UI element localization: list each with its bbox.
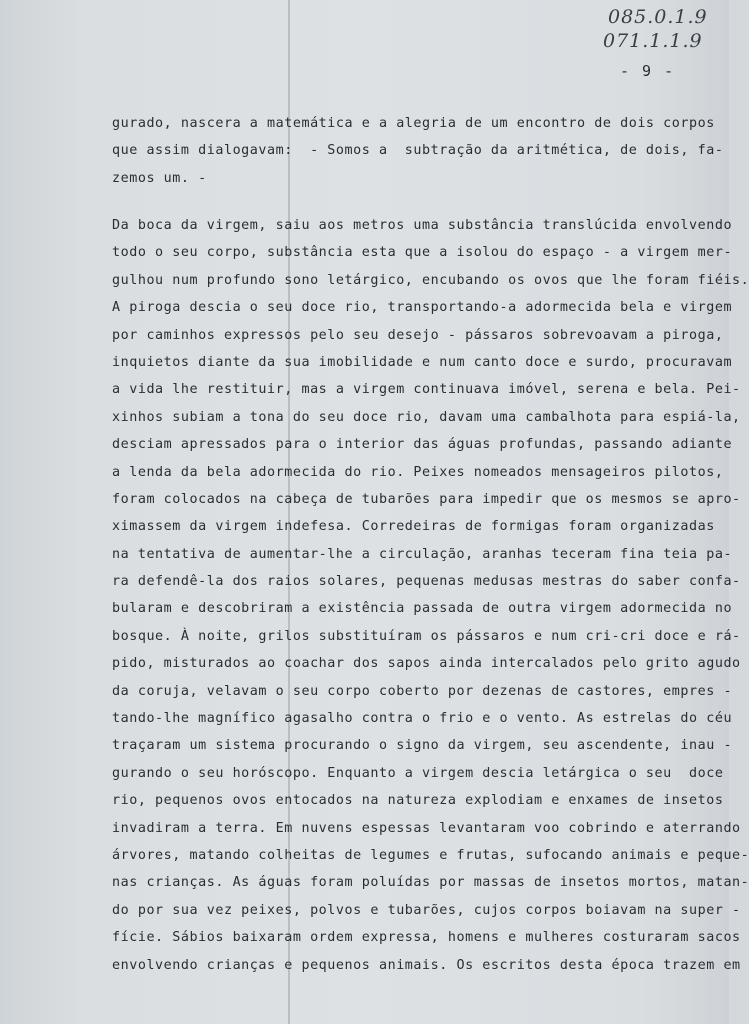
- text-line: nas crianças. As águas foram poluídas por massas de insetos mortos, matan-: [112, 875, 749, 891]
- text-line: tando-lhe magnífico agasalho contra o frio e o vento. As estrelas do céu: [112, 711, 733, 727]
- text-line: fície. Sábios baixaram ordem expressa, homens e mulheres costuraram sacos: [112, 930, 741, 946]
- text-line: na tentativa de aumentar-lhe a circulação, aranhas teceram fina teia pa-: [112, 546, 733, 562]
- paragraph-2: [112, 212, 749, 979]
- text-line: A piroga descia o seu doce rio, transportando-a adormecida bela e virgem: [112, 300, 733, 316]
- text-line: xinhos subiam a tona do seu doce rio, davam uma cambalhota para espiá-la,: [112, 409, 741, 425]
- text-line: inquietos diante da sua imobilidade e num canto doce e surdo, procuravam: [112, 354, 733, 370]
- text-line: envolvendo crianças e pequenos animais. Os escritos desta época trazem em: [112, 957, 741, 973]
- text-line: árvores, matando colheitas de legumes e frutas, sufocando animais e peque-: [112, 847, 749, 863]
- text-line: zemos um. -: [112, 170, 207, 186]
- paragraph-1: [112, 110, 724, 192]
- text-line: bosque. À noite, grilos substituíram os pássaros e num cri-cri doce e rá-: [112, 628, 741, 644]
- text-line: do por sua vez peixes, polvos e tubarões, cujos corpos boiavam na super -: [112, 902, 741, 918]
- text-line: a vida lhe restituir, mas a virgem continuava imóvel, serena e bela. Pei-: [112, 382, 741, 398]
- text-line: por caminhos expressos pelo seu desejo - pássaros sobrevoavam a piroga,: [112, 327, 724, 343]
- archive-code-2: 071.1.1.9: [603, 30, 703, 52]
- text-line: foram colocados na cabeça de tubarões para impedir que os mesmos se apro-: [112, 491, 741, 507]
- text-line: Da boca da virgem, saiu aos metros uma substância translúcida envolvendo: [112, 218, 733, 233]
- text-line: ra defendê-la dos raios solares, pequenas medusas mestras do saber confa-: [112, 574, 741, 590]
- text-line: que assim dialogavam: - Somos a subtração da aritmética, de dois, fa-: [112, 143, 724, 159]
- page-number: - 9 -: [620, 62, 676, 80]
- text-line: rio, pequenos ovos entocados na natureza explodiam e enxames de insetos: [112, 793, 724, 809]
- text-line: traçaram um sistema procurando o signo da virgem, seu ascendente, inau -: [112, 738, 733, 754]
- text-line: da coruja, velavam o seu corpo coberto por dezenas de castores, empres -: [112, 683, 733, 699]
- text-line: gulhou num profundo sono letárgico, encubando os ovos que lhe foram fiéis.: [112, 272, 749, 288]
- text-line: bularam e descobriram a existência passada de outra virgem adormecida no: [112, 601, 733, 617]
- text-line: invadiram a terra. Em nuvens espessas levantaram voo cobrindo e aterrando: [112, 820, 741, 836]
- text-line: gurado, nascera a matemática e a alegria de um encontro de dois corpos: [112, 116, 715, 131]
- text-line: desciam apressados para o interior das águas profundas, passando adiante: [112, 437, 733, 453]
- text-line: gurando o seu horóscopo. Enquanto a virgem descia letárgica o seu doce: [112, 765, 724, 781]
- archive-code-1: 085.0.1.9: [608, 6, 708, 28]
- text-line: ximassem da virgem indefesa. Corredeiras de formigas foram organizadas: [112, 519, 715, 535]
- text-line: pido, misturados ao coachar dos sapos ainda intercalados pelo grito agudo: [112, 656, 741, 672]
- text-line: a lenda da bela adormecida do rio. Peixes nomeados mensageiros pilotos,: [112, 464, 724, 480]
- text-line: todo o seu corpo, substância esta que a isolou do espaço - a virgem mer-: [112, 245, 733, 261]
